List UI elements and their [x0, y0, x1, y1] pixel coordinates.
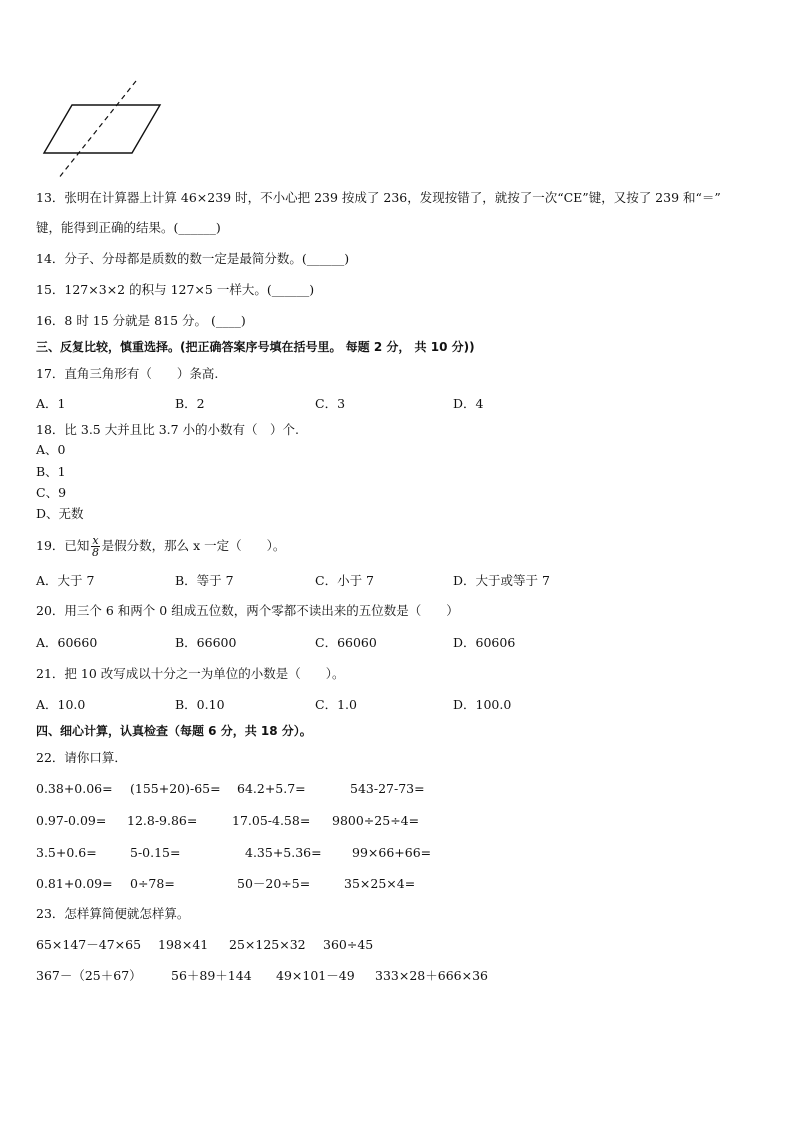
q22-item: 0÷78=: [130, 876, 175, 891]
q17-option-c: C．3: [315, 396, 346, 411]
q22-item: 4.35+5.36=: [245, 845, 322, 860]
q22-item: 0.38+0.06=: [36, 781, 113, 796]
q22-item: 64.2+5.7=: [237, 781, 306, 796]
fraction-x-over-8: [91, 535, 99, 558]
q23-item: 56＋89＋144: [171, 968, 252, 983]
fraction-numerator: x: [92, 534, 99, 547]
q22-item: (155+20)-65=: [130, 781, 221, 796]
q22-item: 12.8-9.86=: [127, 813, 198, 828]
q19-prefix: 19．已知: [36, 538, 90, 553]
section-3-heading: 三、反复比较，慎重选择。(把正确答案序号填在括号里。 每题 2 分， 共 10 分)): [36, 340, 475, 354]
q23-stem: 23．怎样算简便就怎样算。: [36, 906, 190, 921]
q23-item: 367－（25＋67）: [36, 968, 142, 983]
q23-item: 198×41: [158, 937, 209, 952]
fraction-denominator: 8: [92, 546, 100, 559]
q23-item: 360÷45: [323, 937, 374, 952]
q22-item: 0.81+0.09=: [36, 876, 113, 891]
q19-option-a: A．大于 7: [36, 573, 95, 588]
dashed-height-line: [58, 81, 136, 179]
q20-stem: 20．用三个 6 和两个 0 组成五位数，两个零都不读出来的五位数是（ ）: [36, 603, 459, 618]
q19-option-d: D．大于或等于 7: [453, 573, 550, 588]
q23-item: 25×125×32: [229, 937, 306, 952]
section-4-heading: 四、细心计算，认真检查（每题 6 分，共 18 分）。: [36, 724, 312, 738]
q17-option-a: A．1: [36, 396, 66, 411]
q22-item: 50－20÷5=: [237, 876, 311, 891]
parallelogram-shape: [44, 105, 160, 153]
q14: 14．分子、分母都是质数的数一定是最简分数。(______): [36, 251, 350, 266]
q17-option-b: B．2: [175, 396, 205, 411]
q22-item: 17.05-4.58=: [232, 813, 311, 828]
q18-option-c: C、9: [36, 485, 67, 500]
q19-stem: [36, 535, 285, 558]
q22-item: 35×25×4=: [344, 876, 416, 891]
q22-item: 5-0.15=: [130, 845, 181, 860]
q19-option-c: C．小于 7: [315, 573, 374, 588]
q21-option-a: A．10.0: [36, 697, 86, 712]
q21-option-d: D．100.0: [453, 697, 512, 712]
q23-item: 65×147－47×65: [36, 937, 142, 952]
q17-option-d: D．4: [453, 396, 484, 411]
q13-line1: 13．张明在计算器上计算 46×239 时，不小心把 239 按成了 236，发现按错了，就按了一次“CE”键，又按了 239 和“＝”: [36, 190, 721, 205]
q18-option-a: A、0: [36, 442, 66, 457]
q21-option-b: B．0.10: [175, 697, 225, 712]
q22-item: 9800÷25÷4=: [332, 813, 420, 828]
q18-stem: 18．比 3.5 大并且比 3.7 小的小数有（ ）个.: [36, 422, 300, 437]
q21-option-c: C．1.0: [315, 697, 357, 712]
q22-item: 99×66+66=: [352, 845, 432, 860]
q22-stem: 22．请你口算．: [36, 750, 127, 765]
q20-option-c: C．66060: [315, 635, 377, 650]
q22-item: 543-27-73=: [350, 781, 425, 796]
q20-option-b: B．66600: [175, 635, 237, 650]
q18-option-d: D、无数: [36, 506, 84, 521]
q20-option-d: D．60606: [453, 635, 516, 650]
q20-option-a: A．60660: [36, 635, 98, 650]
q13-line2: 键，能得到正确的结果。(______): [36, 220, 221, 235]
q15: 15．127×3×2 的积与 127×5 一样大。(______): [36, 282, 315, 297]
q23-item: 333×28＋666×36: [375, 968, 488, 983]
q22-item: 3.5+0.6=: [36, 845, 97, 860]
q22-item: 0.97-0.09=: [36, 813, 107, 828]
q16: 16．8 时 15 分就是 815 分。 (____): [36, 313, 246, 328]
q17-stem: 17．直角三角形有（ ）条高.: [36, 366, 219, 381]
q19-suffix: 是假分数，那么 x 一定（ ）。: [101, 538, 286, 553]
q21-stem: 21．把 10 改写成以十分之一为单位的小数是（ ）。: [36, 666, 345, 681]
q23-item: 49×101－49: [276, 968, 355, 983]
parallelogram-figure: [36, 80, 166, 180]
q19-option-b: B．等于 7: [175, 573, 234, 588]
q18-option-b: B、1: [36, 464, 66, 479]
